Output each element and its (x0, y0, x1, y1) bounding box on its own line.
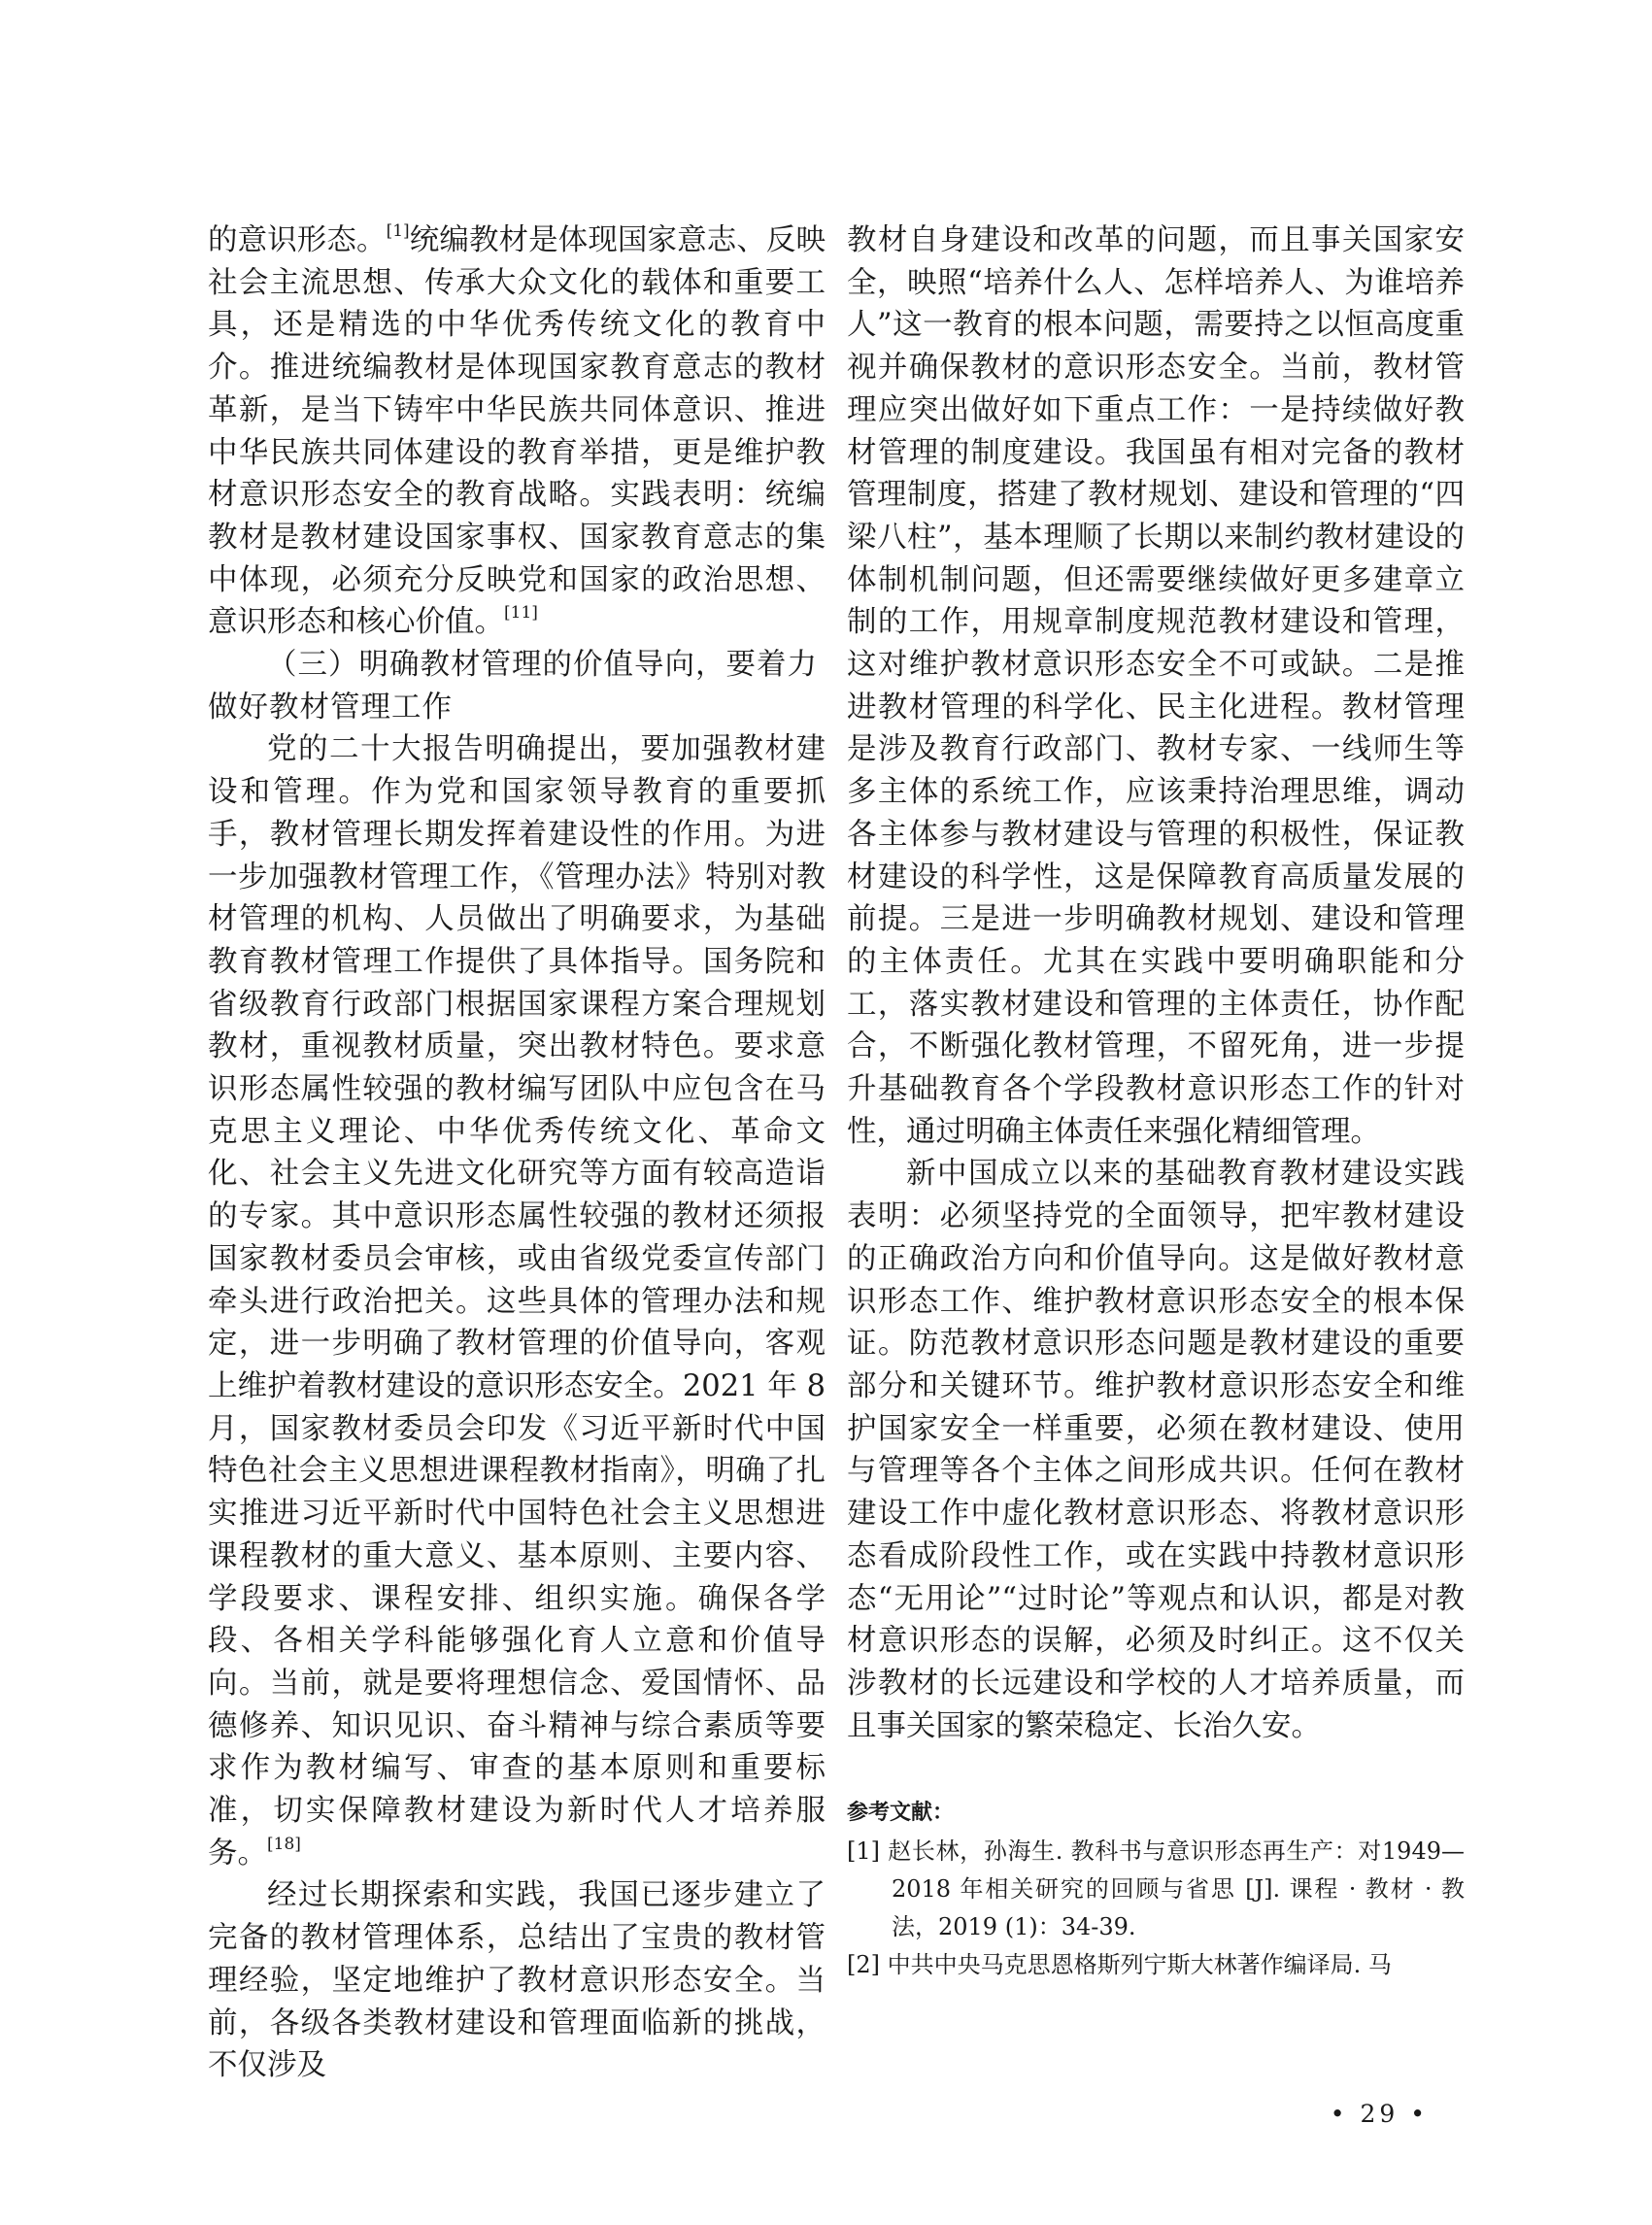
body-paragraph (208, 219, 826, 644)
citation-ref[interactable]: [11] (504, 603, 538, 624)
references-section (847, 1794, 1465, 1984)
body-paragraph: 新中国成立以来的基础教育教材建设实践表明：必须坚持党的全面领导，把牢教材建设的正确政治方向和价值导向。这是做好教材意识形态工作、维护教材意识形态安全的根本保证。防范教材意识形态问题是教材建设的重要部分和关键环节。维护教材意识形态安全和维护国家安全一样重要，必须在教材建设、使用与管理等各个主体之间形成共识。任何在教材建设工作中虚化教材意识形态、将教材意识形态看成阶段性工作，或在实践中持教材意识形态“无用论”“过时论”等观点和认识，都是对教材意识形态的误解，必须及时纠正。这不仅关涉教材的长远建设和学校的人才培养质量，而且事关国家的繁荣稳定、长治久安。 (847, 1157, 1465, 1743)
page-number: • 29 • (1330, 2100, 1429, 2128)
left-column (208, 219, 826, 2087)
body-paragraph (208, 728, 826, 1874)
citation-ref[interactable]: [18] (267, 1834, 301, 1854)
section-heading: （三）明确教材管理的价值导向，要着力做好教材管理工作 (208, 648, 818, 725)
reference-item: [2] 中共中央马克思恩格斯列宁斯大林著作编译局. 马 (847, 1951, 1392, 1979)
paragraph-text: 的意识形态。 (208, 223, 387, 257)
paragraph-text: 党的二十大报告明确提出，要加强教材建设和管理。作为党和国家领导教育的重要抓手，教材管理长期发挥着建设性的作用。为进一步加强教材管理工作，《管理办法》特别对教材管理的机构、人员做出了明确要求，为基础教育教材管理工作提供了具体指导。国务院和省级教育行政部门根据国家课程方案合理规划教材，重视教材质量，突出教材特色。要求意识形态属性较强的教材编写团队中应包含在马克思主义理论、中华优秀传统文化、革命文化、社会主义先进文化研究等方面有较高造诣的专家。其中意识形态属性较强的教材还须报国家教材委员会审核，或由省级党委宣传部门牵头进行政治把关。这些具体的管理办法和规定，进一步明确了教材管理的价值导向，客观上维护着教材建设的意识形态安全。2021 年 8 月，国家教材委员会印发《习近平新时代中国特色社会主义思想进课程教材指南》，明确了扎实推进习近平新时代中国特色社会主义思想进课程教材的重大意义、基本原则、主要内容、学段要求、课程安排、组织实施。确保各学段、各相关学科能够强化育人立意和价值导向。当前，就是要将理想信念、爱国情怀、品德修养、知识见识、奋斗精神与综合素质等要求作为教材编写、审查的基本原则和重要标准，切实保障教材建设为新时代人才培养服务。 (208, 732, 826, 1871)
body-paragraph: 教材自身建设和改革的问题，而且事关国家安全，映照“培养什么人、怎样培养人、为谁培养人”这一教育的根本问题，需要持之以恒高度重视并确保教材的意识形态安全。当前，教材管理应突出做好如下重点工作：一是持续做好教材管理的制度建设。我国虽有相对完备的教材管理制度，搭建了教材规划、建设和管理的“四梁八柱”，基本理顺了长期以来制约教材建设的体制机制问题，但还需要继续做好更多建章立制的工作，用规章制度规范教材建设和管理，这对维护教材意识形态安全不可或缺。二是推进教材管理的科学化、民主化进程。教材管理是涉及教育行政部门、教材专家、一线师生等多主体的系统工作，应该秉持治理思维，调动各主体参与教材建设与管理的积极性，保证教材建设的科学性，这是保障教育高质量发展的前提。三是进一步明确教材规划、建设和管理的主体责任。尤其在实践中要明确职能和分工，落实教材建设和管理的主体责任，协作配合，不断强化教材管理，不留死角，进一步提升基础教育各个学段教材意识形态工作的针对性，通过明确主体责任来强化精细管理。 (847, 223, 1465, 1149)
citation-ref[interactable]: [1] (386, 221, 410, 241)
right-column (847, 219, 1465, 1984)
references-title: 参考文献： (847, 1801, 955, 1826)
body-paragraph: 经过长期探索和实践，我国已逐步建立了完备的教材管理体系，总结出了宝贵的教材管理经验，坚定地维护了教材意识形态安全。当前，各级各类教材建设和管理面临新的挑战，不仅涉及 (208, 1878, 826, 2083)
reference-item: [1] 赵长林，孙海生. 教科书与意识形态再生产：对1949—2018 年相关研究的回顾与省思 [J]. 课程 · 教材 · 教法，2019 (1)：34-39. (847, 1837, 1465, 1941)
paragraph-text: 统编教材是体现国家意志、反映社会主流思想、传承大众文化的载体和重要工具，还是精选的中华优秀传统文化的教育中介。推进统编教材是体现国家教育意志的教材革新，是当下铸牢中华民族共同体意识、推进中华民族共同体建设的教育举措，更是维护教材意识形态安全的教育战略。实践表明：统编教材是教材建设国家事权、国家教育意志的集中体现，必须充分反映党和国家的政治思想、意识形态和核心价值。 (208, 223, 826, 640)
